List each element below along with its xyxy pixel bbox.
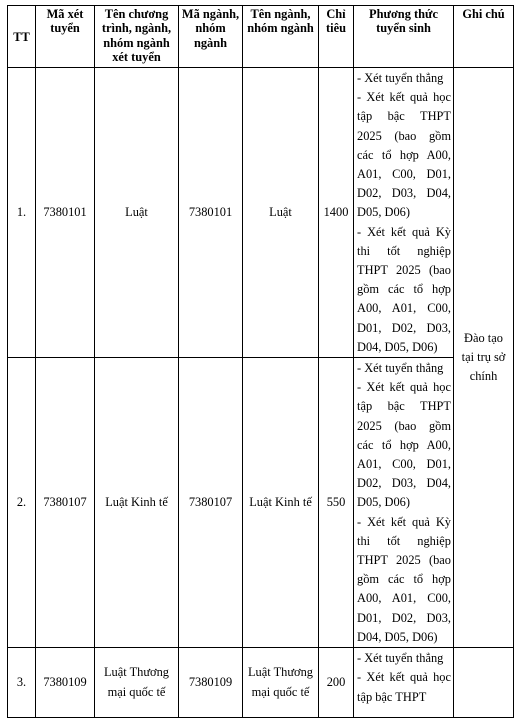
row-ten-nganh: Luật Kinh tế xyxy=(243,358,319,648)
table-row xyxy=(8,648,514,718)
row-ghi-chu-empty xyxy=(454,648,514,718)
row-ten-chuong-trinh: Luật xyxy=(95,68,179,358)
method-item: - Xét kết quả học tập bậc THPT xyxy=(357,670,451,704)
header-ma-xet-tuyen: Mã xét tuyển xyxy=(36,6,95,68)
header-ma-nganh: Mã ngành, nhóm ngành xyxy=(179,6,243,68)
row-ten-nganh: Luật xyxy=(243,68,319,358)
table-row xyxy=(8,358,514,648)
row-ghi-chu: Đào tạo tại trụ sở chính xyxy=(454,68,514,648)
method-item: - Xét kết quả học tập bậc THPT 2025 (bao gồm các tổ hợp A00, A01, C00, D01, D02, D03, D04, D05, D06) xyxy=(357,380,451,510)
row-ma-nganh: 7380107 xyxy=(179,358,243,648)
row-ma-xet-tuyen: 7380109 xyxy=(36,648,95,718)
row-ma-xet-tuyen: 7380107 xyxy=(36,358,95,648)
row-chi-tieu: 1400 xyxy=(319,68,354,358)
header-ten-chuong-trinh: Tên chương trình, ngành, nhóm ngành xét tuyển xyxy=(95,6,179,68)
header-ten-nganh: Tên ngành, nhóm ngành xyxy=(243,6,319,68)
header-ghi-chu: Ghi chú xyxy=(454,6,514,68)
row-ten-nganh: Luật Thương mại quốc tế xyxy=(243,648,319,718)
row-phuong-thuc xyxy=(354,648,454,718)
table-row xyxy=(8,68,514,358)
row-chi-tieu: 550 xyxy=(319,358,354,648)
row-ma-nganh: 7380109 xyxy=(179,648,243,718)
method-item: - Xét tuyển thẳng xyxy=(357,361,444,376)
header-chi-tieu: Chỉ tiêu xyxy=(319,6,354,68)
row-ma-nganh: 7380101 xyxy=(179,68,243,358)
header-row xyxy=(8,6,514,68)
method-item: - Xét kết quả Kỳ thi tốt nghiệp THPT 2025 (bao gồm các tổ hợp A00, A01, C00, D01, D02, D03, D04, D05, D06) xyxy=(357,514,451,644)
row-tt: 1. xyxy=(8,68,36,358)
admission-table xyxy=(7,5,514,718)
row-chi-tieu: 200 xyxy=(319,648,354,718)
row-ten-chuong-trinh: Luật Thương mại quốc tế xyxy=(95,648,179,718)
header-tt: TT xyxy=(8,6,36,68)
row-phuong-thuc xyxy=(354,68,454,358)
method-item: - Xét kết quả Kỳ thi tốt nghiệp THPT 2025 (bao gồm các tổ hợp A00, A01, C00, D01, D02, D03, D04, D05, D06) xyxy=(357,224,451,354)
method-item: - Xét kết quả học tập bậc THPT 2025 (bao gồm các tổ hợp A00, A01, C00, D01, D02, D03, D04, D05, D06) xyxy=(357,90,451,220)
row-phuong-thuc xyxy=(354,358,454,648)
header-phuong-thuc: Phương thức tuyển sinh xyxy=(354,6,454,68)
row-tt: 3. xyxy=(8,648,36,718)
row-tt: 2. xyxy=(8,358,36,648)
row-ten-chuong-trinh: Luật Kinh tế xyxy=(95,358,179,648)
row-ma-xet-tuyen: 7380101 xyxy=(36,68,95,358)
method-item: - Xét tuyển thẳng xyxy=(357,71,444,85)
method-item: - Xét tuyển thẳng xyxy=(357,651,444,666)
